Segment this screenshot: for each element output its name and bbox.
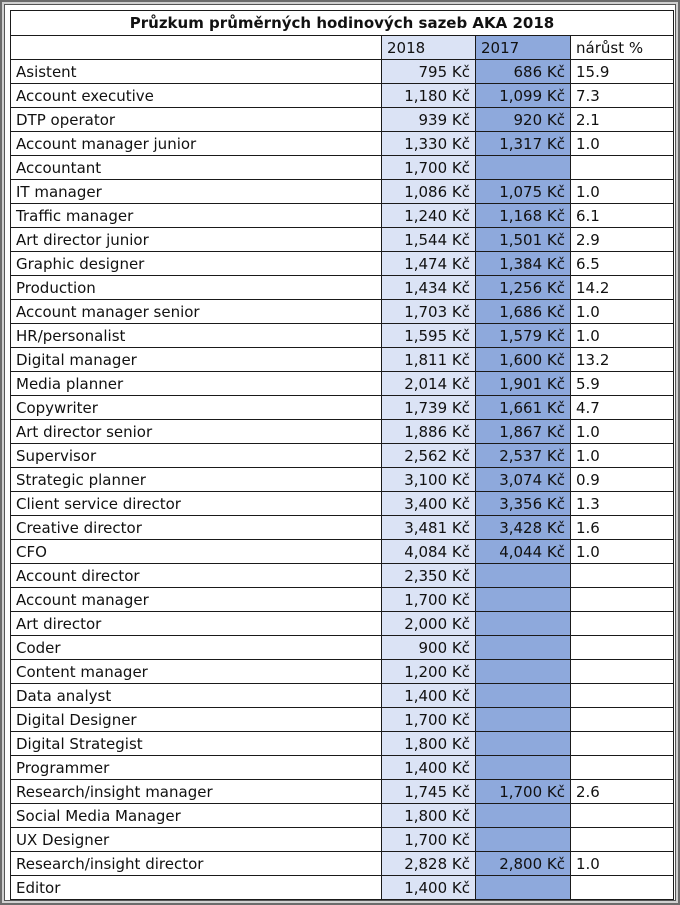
position-cell: Social Media Manager: [11, 804, 382, 828]
growth-cell: 13.2: [571, 348, 674, 372]
table-row: [11, 300, 674, 324]
position-cell: DTP operator: [11, 108, 382, 132]
rate-2017-cell: [476, 684, 571, 708]
rate-2017-cell: [476, 564, 571, 588]
rate-2017-cell: [476, 732, 571, 756]
position-cell: UX Designer: [11, 828, 382, 852]
position-cell: HR/personalist: [11, 324, 382, 348]
table-row: [11, 756, 674, 780]
growth-cell: 2.6: [571, 780, 674, 804]
header-growth: nárůst %: [571, 36, 674, 60]
rate-2017-cell: 1,256 Kč: [476, 276, 571, 300]
rate-2018-cell: 2,350 Kč: [382, 564, 476, 588]
table-row: [11, 708, 674, 732]
rate-2018-cell: 795 Kč: [382, 60, 476, 84]
rate-2017-cell: 3,428 Kč: [476, 516, 571, 540]
growth-cell: 2.1: [571, 108, 674, 132]
rate-2018-cell: 1,595 Kč: [382, 324, 476, 348]
rate-2017-cell: 3,356 Kč: [476, 492, 571, 516]
table-row: [11, 612, 674, 636]
rate-2018-cell: 1,700 Kč: [382, 156, 476, 180]
table-row: [11, 228, 674, 252]
table-row: [11, 156, 674, 180]
rate-2017-cell: 1,600 Kč: [476, 348, 571, 372]
growth-cell: [571, 708, 674, 732]
growth-cell: 1.0: [571, 300, 674, 324]
growth-cell: 14.2: [571, 276, 674, 300]
rate-2017-cell: [476, 756, 571, 780]
table-row: [11, 204, 674, 228]
table-row: [11, 780, 674, 804]
rate-2017-cell: 1,867 Kč: [476, 420, 571, 444]
position-cell: Editor: [11, 876, 382, 900]
growth-cell: 1.0: [571, 132, 674, 156]
rate-2018-cell: 2,828 Kč: [382, 852, 476, 876]
rate-2018-cell: 2,562 Kč: [382, 444, 476, 468]
position-cell: Art director senior: [11, 420, 382, 444]
rate-2017-cell: 1,901 Kč: [476, 372, 571, 396]
rate-2018-cell: 939 Kč: [382, 108, 476, 132]
rate-2018-cell: 1,400 Kč: [382, 756, 476, 780]
rate-2018-cell: 1,544 Kč: [382, 228, 476, 252]
rate-2017-cell: [476, 828, 571, 852]
header-row: [11, 36, 674, 60]
table-title: Průzkum průměrných hodinových sazeb AKA 2018: [11, 11, 674, 36]
growth-cell: 6.5: [571, 252, 674, 276]
table-row: [11, 180, 674, 204]
table-row: [11, 324, 674, 348]
growth-cell: 15.9: [571, 60, 674, 84]
rate-2017-cell: 4,044 Kč: [476, 540, 571, 564]
growth-cell: [571, 804, 674, 828]
rate-2017-cell: [476, 588, 571, 612]
rate-2018-cell: 1,739 Kč: [382, 396, 476, 420]
table-row: [11, 276, 674, 300]
position-cell: Traffic manager: [11, 204, 382, 228]
rate-2017-cell: 1,700 Kč: [476, 780, 571, 804]
growth-cell: 1.0: [571, 540, 674, 564]
rate-2018-cell: 1,330 Kč: [382, 132, 476, 156]
position-cell: Research/insight director: [11, 852, 382, 876]
growth-cell: [571, 564, 674, 588]
rate-2018-cell: 3,481 Kč: [382, 516, 476, 540]
rate-2017-cell: 1,384 Kč: [476, 252, 571, 276]
table-row: [11, 564, 674, 588]
rate-2018-cell: 1,240 Kč: [382, 204, 476, 228]
position-cell: Programmer: [11, 756, 382, 780]
rates-table: [10, 10, 674, 900]
header-2018: 2018: [382, 36, 476, 60]
position-cell: Strategic planner: [11, 468, 382, 492]
position-cell: Research/insight manager: [11, 780, 382, 804]
table-row: [11, 372, 674, 396]
rate-2017-cell: 920 Kč: [476, 108, 571, 132]
rate-2018-cell: 1,434 Kč: [382, 276, 476, 300]
table-row: [11, 828, 674, 852]
position-cell: Supervisor: [11, 444, 382, 468]
rate-2017-cell: 2,537 Kč: [476, 444, 571, 468]
table-row: [11, 444, 674, 468]
table-body: [11, 60, 674, 900]
position-cell: Creative director: [11, 516, 382, 540]
rate-2017-cell: [476, 708, 571, 732]
growth-cell: 0.9: [571, 468, 674, 492]
position-cell: Account director: [11, 564, 382, 588]
growth-cell: [571, 636, 674, 660]
table-row: [11, 660, 674, 684]
growth-cell: 1.6: [571, 516, 674, 540]
position-cell: IT manager: [11, 180, 382, 204]
growth-cell: 1.0: [571, 444, 674, 468]
table-row: [11, 492, 674, 516]
rate-2018-cell: 4,084 Kč: [382, 540, 476, 564]
rate-2018-cell: 2,000 Kč: [382, 612, 476, 636]
growth-cell: 1.0: [571, 180, 674, 204]
rate-2017-cell: 1,501 Kč: [476, 228, 571, 252]
position-cell: Digital manager: [11, 348, 382, 372]
growth-cell: 1.0: [571, 420, 674, 444]
position-cell: CFO: [11, 540, 382, 564]
growth-cell: [571, 828, 674, 852]
position-cell: Account manager senior: [11, 300, 382, 324]
rate-2017-cell: [476, 804, 571, 828]
rate-2018-cell: 1,400 Kč: [382, 684, 476, 708]
growth-cell: [571, 684, 674, 708]
rate-2018-cell: 1,703 Kč: [382, 300, 476, 324]
rate-2017-cell: 1,579 Kč: [476, 324, 571, 348]
growth-cell: [571, 876, 674, 900]
rate-2018-cell: 1,700 Kč: [382, 828, 476, 852]
rate-2017-cell: 3,074 Kč: [476, 468, 571, 492]
table-row: [11, 732, 674, 756]
table-row: [11, 588, 674, 612]
growth-cell: 2.9: [571, 228, 674, 252]
rate-2018-cell: 1,811 Kč: [382, 348, 476, 372]
position-cell: Account manager: [11, 588, 382, 612]
rate-2017-cell: 1,168 Kč: [476, 204, 571, 228]
rate-2018-cell: 3,100 Kč: [382, 468, 476, 492]
rate-2018-cell: 1,400 Kč: [382, 876, 476, 900]
rate-2017-cell: 1,099 Kč: [476, 84, 571, 108]
rate-2017-cell: 1,661 Kč: [476, 396, 571, 420]
growth-cell: 6.1: [571, 204, 674, 228]
table-row: [11, 804, 674, 828]
growth-cell: 4.7: [571, 396, 674, 420]
rate-2017-cell: [476, 660, 571, 684]
position-cell: Media planner: [11, 372, 382, 396]
position-cell: Account executive: [11, 84, 382, 108]
rate-2017-cell: 1,075 Kč: [476, 180, 571, 204]
table-row: [11, 636, 674, 660]
rate-2017-cell: [476, 612, 571, 636]
rate-2018-cell: 1,800 Kč: [382, 804, 476, 828]
table-row: [11, 852, 674, 876]
table-head: [11, 11, 674, 60]
title-row: [11, 11, 674, 36]
rate-2017-cell: [476, 636, 571, 660]
position-cell: Account manager junior: [11, 132, 382, 156]
table-row: [11, 60, 674, 84]
rate-2017-cell: 686 Kč: [476, 60, 571, 84]
rate-2018-cell: 1,886 Kč: [382, 420, 476, 444]
rate-2017-cell: 1,317 Kč: [476, 132, 571, 156]
position-cell: Content manager: [11, 660, 382, 684]
position-cell: Copywriter: [11, 396, 382, 420]
position-cell: Graphic designer: [11, 252, 382, 276]
table-row: [11, 540, 674, 564]
table-row: [11, 396, 674, 420]
table-row: [11, 252, 674, 276]
growth-cell: [571, 756, 674, 780]
growth-cell: [571, 588, 674, 612]
position-cell: Digital Designer: [11, 708, 382, 732]
rate-2017-cell: [476, 156, 571, 180]
rate-2018-cell: 900 Kč: [382, 636, 476, 660]
position-cell: Accountant: [11, 156, 382, 180]
growth-cell: [571, 156, 674, 180]
position-cell: Art director junior: [11, 228, 382, 252]
position-cell: Digital Strategist: [11, 732, 382, 756]
table-row: [11, 468, 674, 492]
rate-2018-cell: 1,180 Kč: [382, 84, 476, 108]
table-row: [11, 420, 674, 444]
growth-cell: 7.3: [571, 84, 674, 108]
growth-cell: 1.0: [571, 324, 674, 348]
rate-2018-cell: 1,474 Kč: [382, 252, 476, 276]
rate-2018-cell: 1,086 Kč: [382, 180, 476, 204]
rate-2017-cell: [476, 876, 571, 900]
rate-2018-cell: 1,200 Kč: [382, 660, 476, 684]
position-cell: Production: [11, 276, 382, 300]
header-position: [11, 36, 382, 60]
rate-2018-cell: 1,800 Kč: [382, 732, 476, 756]
growth-cell: 1.3: [571, 492, 674, 516]
growth-cell: [571, 732, 674, 756]
table-row: [11, 876, 674, 900]
table-row: [11, 348, 674, 372]
position-cell: Client service director: [11, 492, 382, 516]
position-cell: Data analyst: [11, 684, 382, 708]
table-row: [11, 684, 674, 708]
table-row: [11, 84, 674, 108]
table-row: [11, 516, 674, 540]
rate-2018-cell: 1,745 Kč: [382, 780, 476, 804]
growth-cell: 1.0: [571, 852, 674, 876]
header-2017: 2017: [476, 36, 571, 60]
position-cell: Art director: [11, 612, 382, 636]
rate-2018-cell: 1,700 Kč: [382, 588, 476, 612]
rate-2017-cell: 2,800 Kč: [476, 852, 571, 876]
position-cell: Coder: [11, 636, 382, 660]
growth-cell: [571, 612, 674, 636]
growth-cell: 5.9: [571, 372, 674, 396]
rate-2018-cell: 3,400 Kč: [382, 492, 476, 516]
growth-cell: [571, 660, 674, 684]
position-cell: Asistent: [11, 60, 382, 84]
rate-2017-cell: 1,686 Kč: [476, 300, 571, 324]
rate-2018-cell: 1,700 Kč: [382, 708, 476, 732]
table-row: [11, 132, 674, 156]
rate-2018-cell: 2,014 Kč: [382, 372, 476, 396]
table-row: [11, 108, 674, 132]
